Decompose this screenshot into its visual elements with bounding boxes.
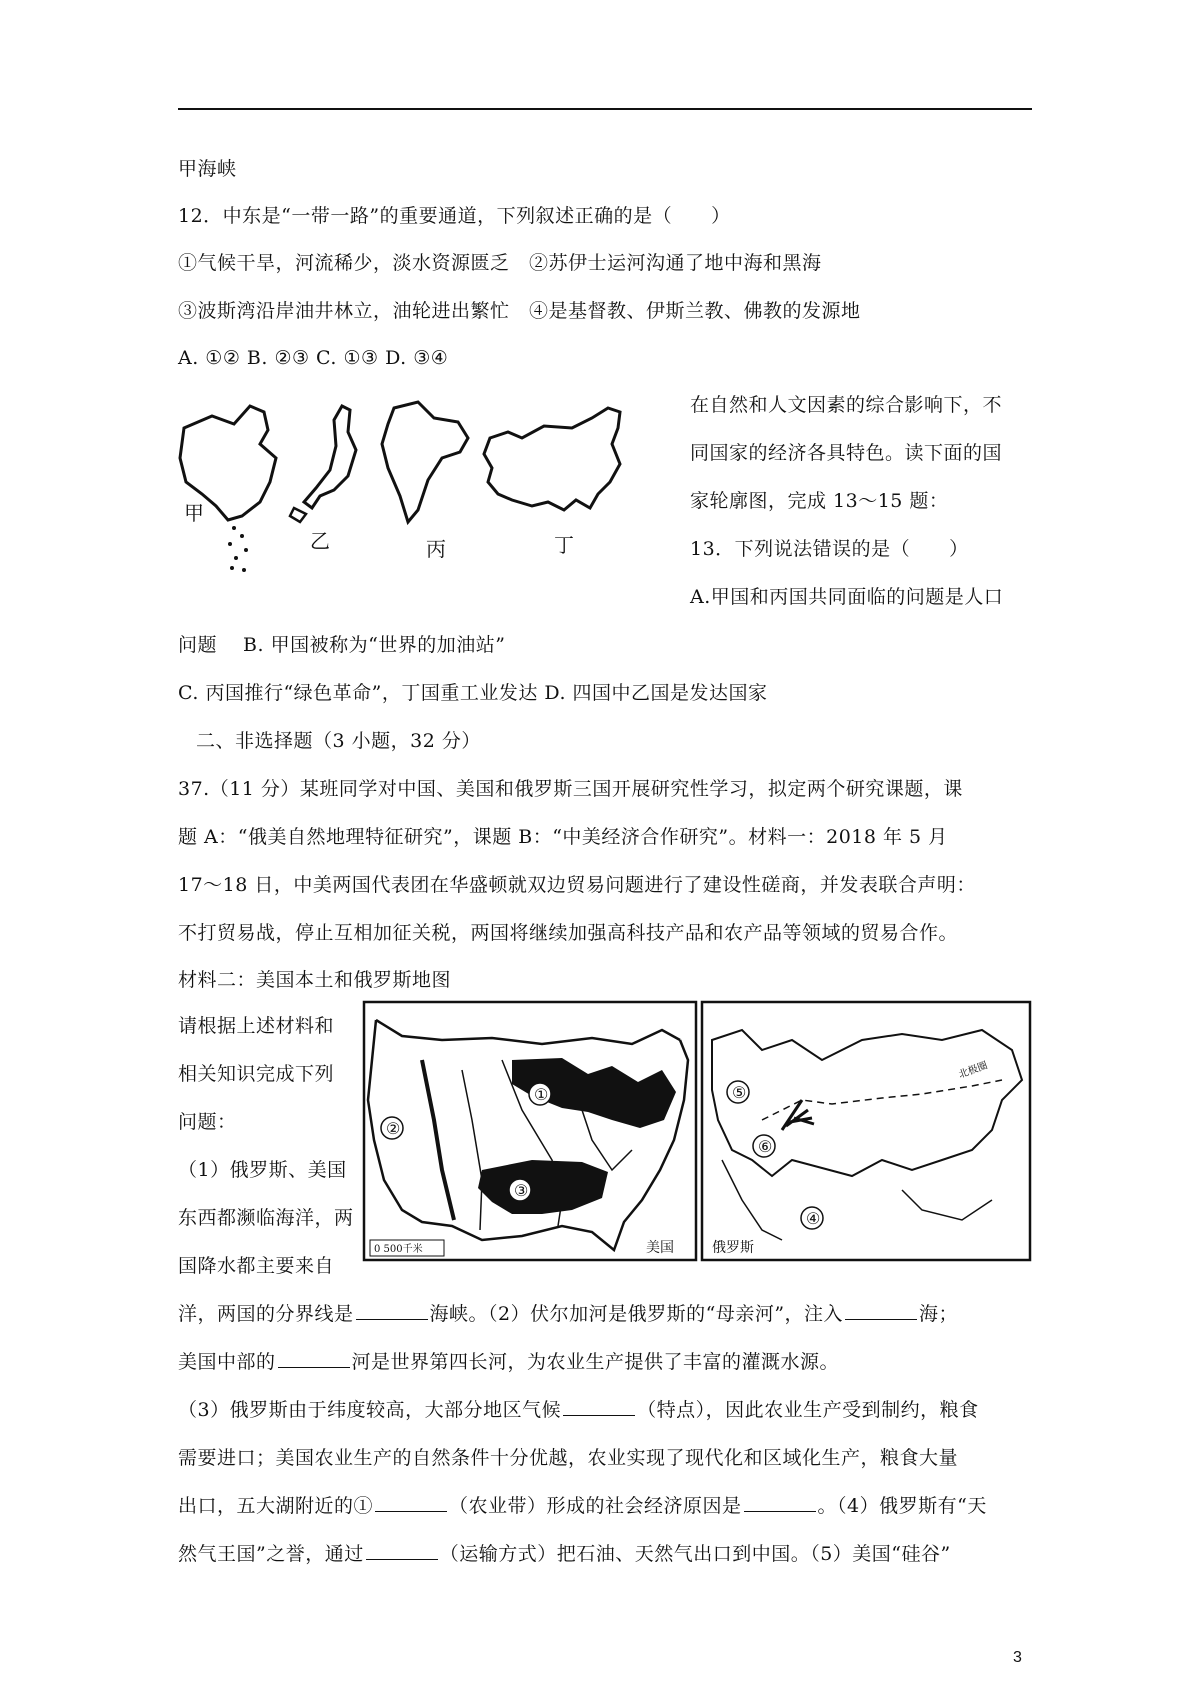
text-line: 请根据上述材料和 bbox=[178, 1015, 335, 1037]
caption-yi: 乙 bbox=[310, 529, 330, 553]
text-segment: （3）俄罗斯由于纬度较高，大部分地区气候 bbox=[178, 1399, 562, 1421]
text-segment: 美国中部的 bbox=[178, 1351, 276, 1373]
russia-mark-6: ⑥ bbox=[758, 1137, 773, 1156]
fill-in-line bbox=[178, 1397, 979, 1423]
text-line: 材料二：美国本土和俄罗斯地图 bbox=[178, 969, 452, 991]
text-line: ③波斯湾沿岸油井林立，油轮进出繁忙 ④是基督教、伊斯兰教、佛教的发源地 bbox=[178, 300, 861, 322]
text-line: 17～18 日，中美两国代表团在华盛顿就双边贸易问题进行了建设性磋商，并发表联合声明： bbox=[178, 874, 976, 896]
answer-blank[interactable] bbox=[278, 1349, 350, 1368]
usa-russia-map-figure bbox=[362, 1000, 1034, 1264]
text-line: 在自然和人文因素的综合影响下，不 bbox=[690, 394, 1003, 416]
caption-ding: 丁 bbox=[554, 533, 574, 557]
usa-label: 美国 bbox=[646, 1240, 674, 1256]
south-china-sea-islands bbox=[228, 526, 248, 572]
text-line: 需要进口；美国农业生产的自然条件十分优越，农业实现了现代化和区域化生产，粮食大量 bbox=[178, 1447, 959, 1469]
fill-in-line bbox=[178, 1301, 958, 1327]
question-37: 37.（11 分）某班同学对中国、美国和俄罗斯三国开展研究性学习，拟定两个研究课题，课 bbox=[178, 778, 963, 800]
country-outline-yi bbox=[304, 406, 356, 508]
question-13: 13．下列说法错误的是（ ） bbox=[690, 538, 969, 560]
text-segment: 洋，两国的分界线是 bbox=[178, 1303, 354, 1325]
text-segment: 出口，五大湖附近的① bbox=[178, 1495, 374, 1517]
header-rule bbox=[178, 108, 1032, 110]
answer-blank[interactable] bbox=[356, 1301, 428, 1320]
russia-map bbox=[702, 1002, 1030, 1260]
scale-bar-label: 0 500千米 bbox=[374, 1244, 423, 1255]
text-segment: 河是世界第四长河，为农业生产提供了丰富的灌溉水源。 bbox=[351, 1351, 840, 1373]
caption-bing: 丙 bbox=[426, 537, 446, 561]
text-line: A.甲国和丙国共同面临的问题是人口 bbox=[690, 586, 1004, 608]
text-segment: 海峡。（2）伏尔加河是俄罗斯的“母亲河”，注入 bbox=[429, 1303, 844, 1325]
question-12: 12．中东是“一带一路”的重要通道，下列叙述正确的是（ ） bbox=[178, 205, 731, 227]
country-outline-ding bbox=[484, 408, 620, 510]
answer-blank[interactable] bbox=[375, 1493, 447, 1512]
answer-blank[interactable] bbox=[845, 1301, 917, 1320]
text-line: 题 A：“俄美自然地理特征研究”，课题 B：“中美经济合作研究”。材料一：2018 年 5 月 bbox=[178, 826, 948, 848]
answer-blank[interactable] bbox=[366, 1541, 438, 1560]
page-number: 3 bbox=[1013, 1649, 1022, 1666]
text-segment: （运输方式）把石油、天然气出口到中国。（5）美国“硅谷” bbox=[439, 1543, 951, 1565]
answer-blank[interactable] bbox=[563, 1397, 635, 1416]
text-line: 相关知识完成下列 bbox=[178, 1063, 335, 1085]
text-line: 甲海峡 bbox=[178, 158, 237, 180]
text-line: 同国家的经济各具特色。读下面的国 bbox=[690, 442, 1003, 464]
fill-in-line bbox=[178, 1493, 987, 1519]
text-line: 不打贸易战，停止互相加征关税，两国将继续加强高科技产品和农产品等领域的贸易合作。 bbox=[178, 922, 959, 944]
caption-jia: 甲 bbox=[184, 501, 204, 525]
text-segment: （农业带）形成的社会经济原因是 bbox=[449, 1495, 742, 1517]
text-line: C. 丙国推行“绿色革命”，丁国重工业发达 D. 四国中乙国是发达国家 bbox=[178, 682, 768, 704]
text-line: 问题 B. 甲国被称为“世界的加油站” bbox=[178, 634, 506, 656]
section-heading: 二、非选择题（3 小题，32 分） bbox=[196, 730, 481, 752]
usa-mark-2: ② bbox=[386, 1119, 401, 1138]
usa-mark-1: ① bbox=[534, 1085, 549, 1104]
text-line: ①气候干旱，河流稀少，淡水资源匮乏 ②苏伊士运河沟通了地中海和黑海 bbox=[178, 252, 822, 274]
text-line: 家轮廓图，完成 13～15 题： bbox=[690, 490, 949, 512]
text-segment: 然气王国”之誉，通过 bbox=[178, 1543, 364, 1565]
fill-in-line bbox=[178, 1349, 839, 1375]
text-line: 问题： bbox=[178, 1111, 237, 1133]
answer-blank[interactable] bbox=[744, 1493, 816, 1512]
answer-options-12: A. ①② B. ②③ C. ①③ D. ③④ bbox=[178, 347, 449, 369]
text-line: 东西都濒临海洋，两 bbox=[178, 1207, 354, 1229]
country-outline-figure bbox=[172, 398, 682, 598]
russia-label: 俄罗斯 bbox=[712, 1240, 754, 1256]
text-segment: 。（4）俄罗斯有“天 bbox=[817, 1495, 987, 1517]
text-line: 国降水都主要来自 bbox=[178, 1255, 335, 1277]
text-line: （1）俄罗斯、美国 bbox=[178, 1159, 347, 1181]
usa-map bbox=[364, 1002, 696, 1260]
russia-mark-4: ④ bbox=[806, 1209, 821, 1228]
fill-in-line bbox=[178, 1541, 951, 1567]
text-segment: （特点），因此农业生产受到制约，粮食 bbox=[637, 1399, 979, 1421]
arctic-circle-label: 北极圈 bbox=[957, 1060, 990, 1081]
text-segment: 海； bbox=[919, 1303, 959, 1325]
usa-mark-3: ③ bbox=[514, 1181, 529, 1200]
country-outline-bing bbox=[382, 402, 468, 522]
russia-mark-5: ⑤ bbox=[732, 1083, 747, 1102]
